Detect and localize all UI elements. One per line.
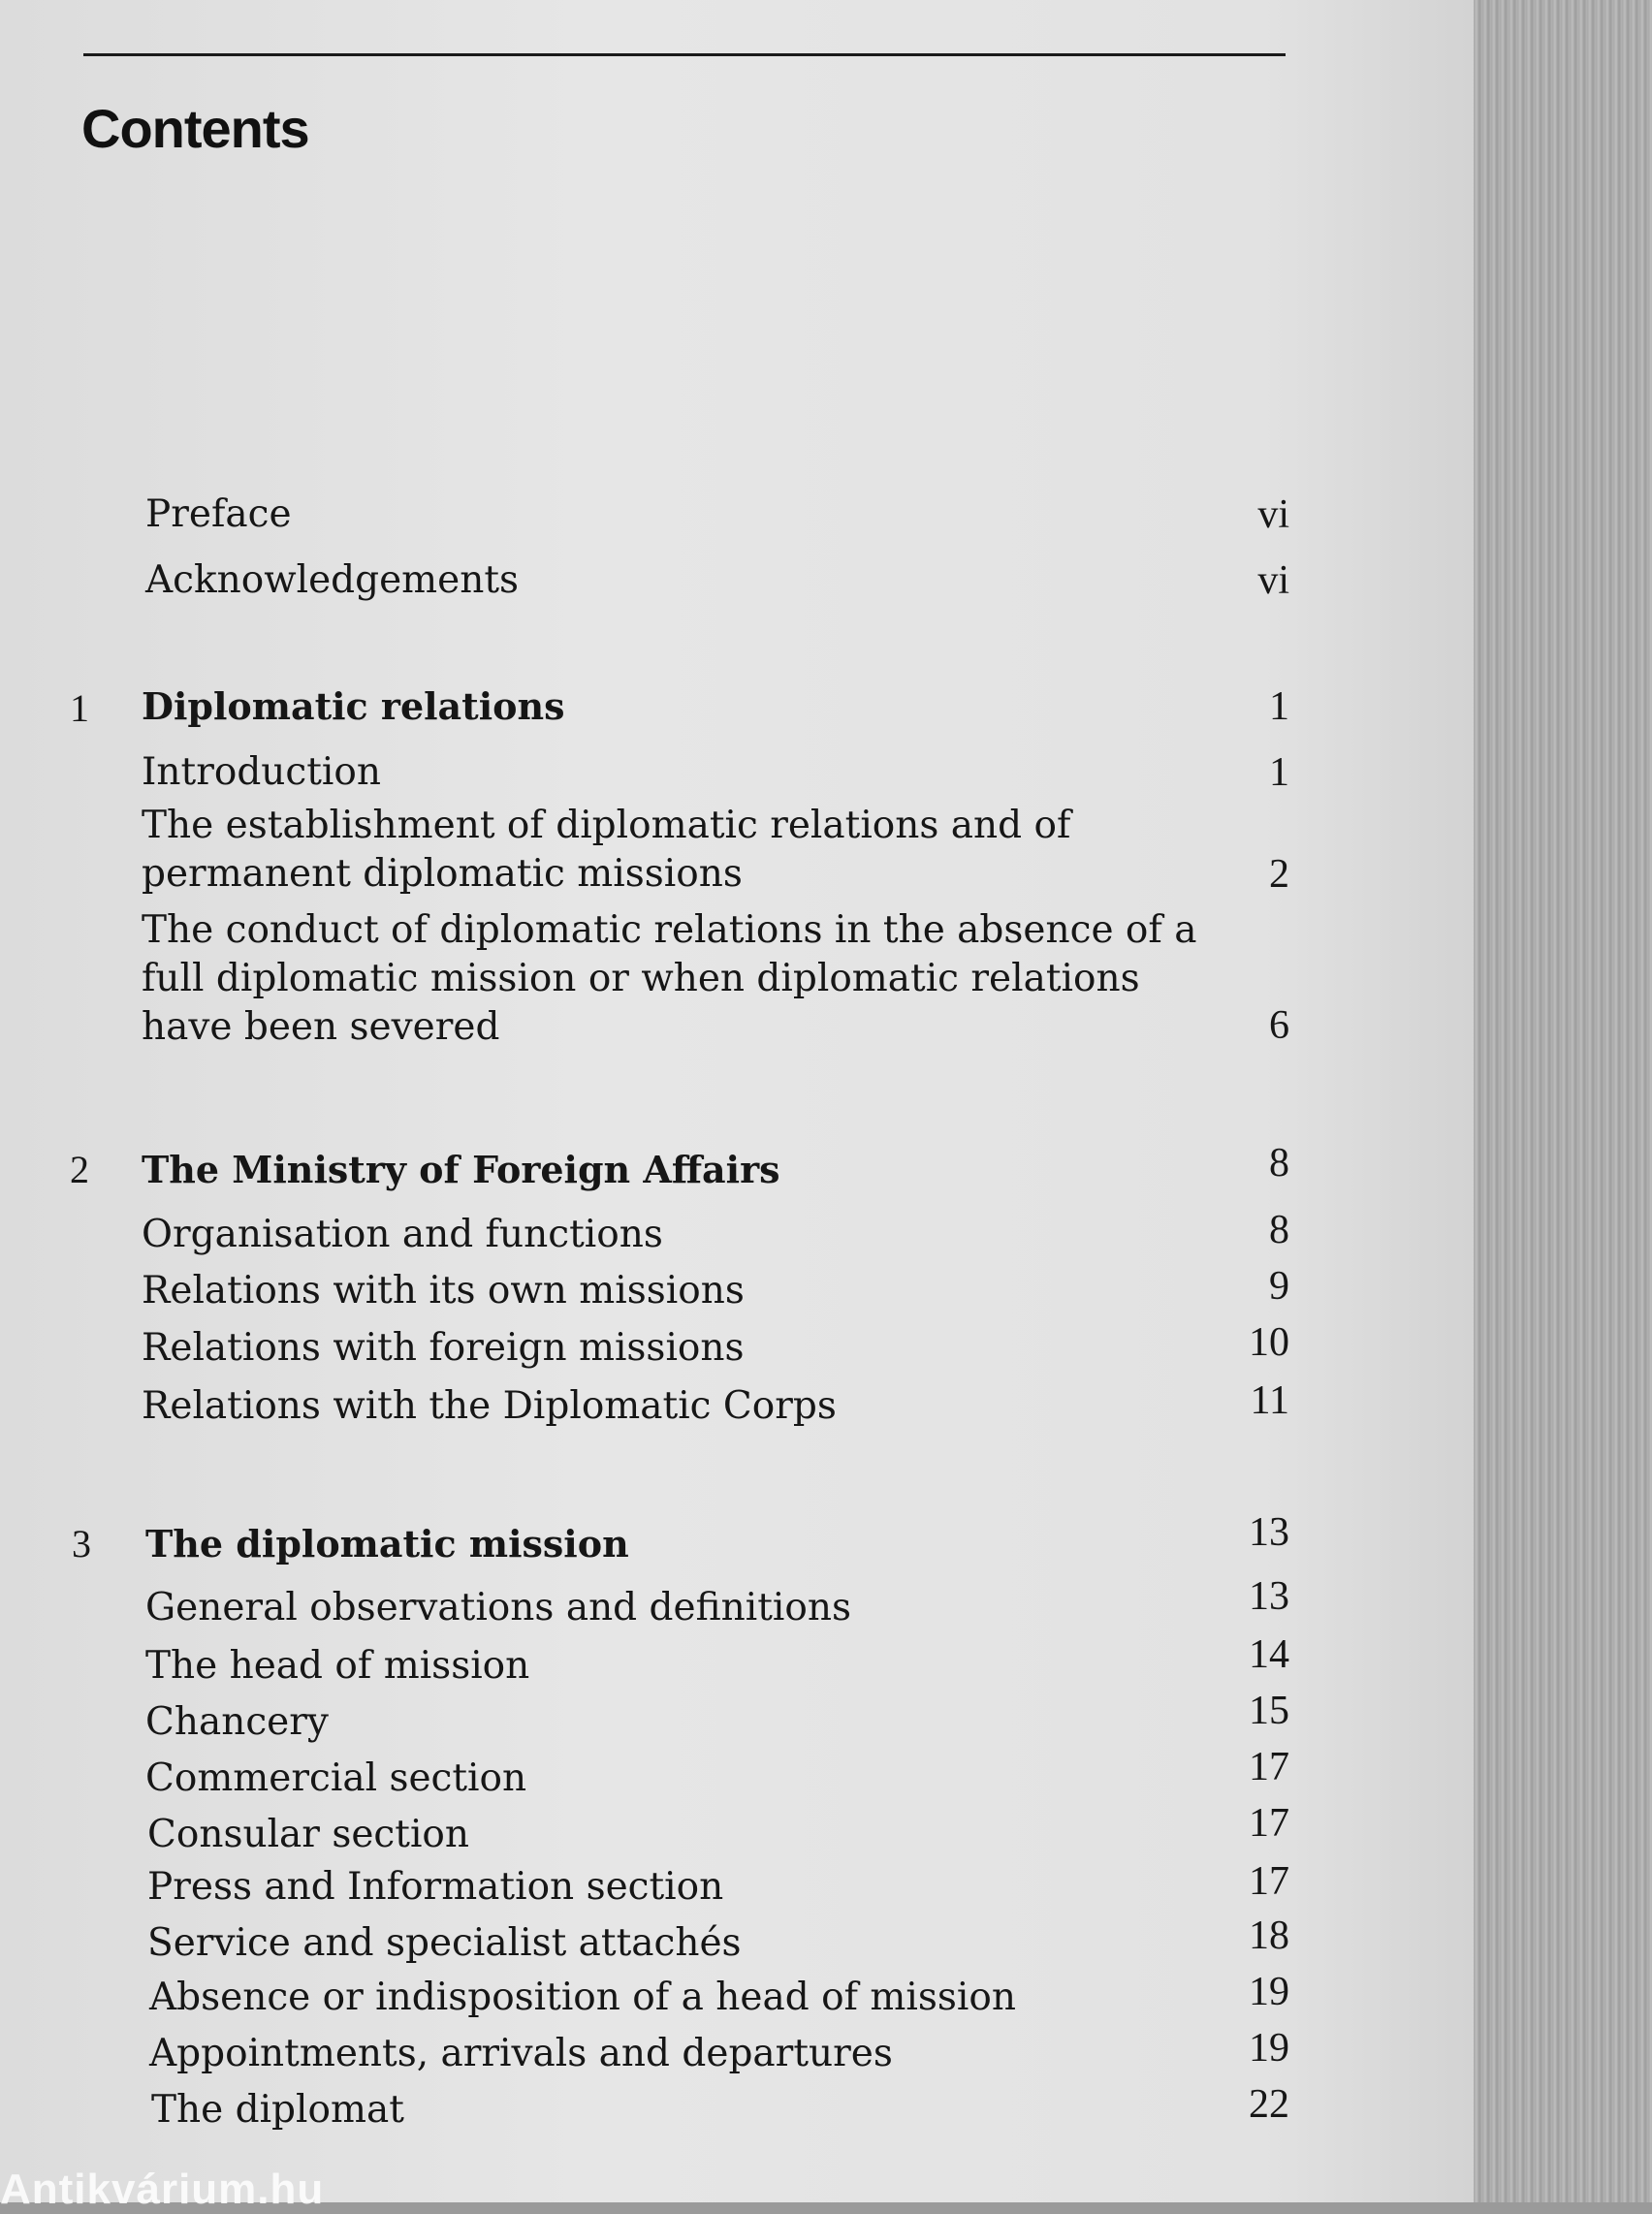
toc-entry: Commercial section <box>145 1756 527 1800</box>
chapter-title: The Ministry of Foreign Affairs <box>142 1148 780 1191</box>
toc-entry-preface: Preface <box>145 492 292 536</box>
toc-entry: Introduction <box>142 750 381 794</box>
toc-entry: The diplomat <box>151 2088 404 2132</box>
toc-entry: Relations with its own missions <box>142 1269 745 1313</box>
toc-entry-line: The conduct of diplomatic relations in the absence of a <box>142 908 1197 952</box>
watermark: Antikvárium.hu <box>0 2166 325 2213</box>
toc-page-preface: vi <box>1257 492 1289 537</box>
toc-page: 1 <box>1269 750 1289 795</box>
toc-entry: Appointments, arrivals and departures <box>149 2032 893 2075</box>
toc-page: 9 <box>1269 1264 1289 1309</box>
toc-page: 19 <box>1249 1970 1289 2014</box>
toc-page: 11 <box>1250 1378 1289 1423</box>
chapter-title: Diplomatic relations <box>142 684 565 728</box>
toc-page: 19 <box>1249 2026 1289 2071</box>
toc-page: 18 <box>1249 1914 1289 1958</box>
toc-entry: Relations with the Diplomatic Corps <box>142 1384 837 1428</box>
page-edges <box>1474 0 1652 2202</box>
toc-page-acknowledgements: vi <box>1257 558 1289 603</box>
toc-page: 17 <box>1249 1859 1289 1904</box>
toc-page: 22 <box>1249 2082 1289 2127</box>
page-title: Contents <box>81 98 309 159</box>
toc-entry-line: have been severed <box>142 1005 500 1049</box>
toc-page: 13 <box>1249 1574 1289 1619</box>
chapter-page: 8 <box>1269 1141 1289 1186</box>
toc-entry: Relations with foreign missions <box>142 1326 745 1370</box>
chapter-number: 3 <box>72 1522 91 1566</box>
toc-entry: General observations and definitions <box>145 1586 851 1629</box>
toc-entry: The head of mission <box>145 1644 530 1688</box>
toc-page: 2 <box>1269 852 1289 897</box>
toc-page: 15 <box>1249 1689 1289 1733</box>
chapter-page: 1 <box>1269 684 1289 729</box>
toc-page: 6 <box>1269 1003 1289 1048</box>
toc-page: 8 <box>1269 1208 1289 1252</box>
toc-page: 17 <box>1249 1801 1289 1846</box>
toc-page: 14 <box>1249 1632 1289 1677</box>
toc-page: 17 <box>1249 1745 1289 1789</box>
toc-entry: Consular section <box>147 1813 470 1856</box>
chapter-number: 2 <box>70 1148 89 1191</box>
toc-entry: Service and specialist attachés <box>147 1921 742 1965</box>
chapter-title: The diplomatic mission <box>145 1522 629 1566</box>
toc-entry: Chancery <box>145 1700 329 1744</box>
toc-page: 10 <box>1249 1320 1289 1365</box>
toc-entry: Absence or indisposition of a head of mission <box>149 1976 1016 2019</box>
toc-entry-line: full diplomatic mission or when diplomatic relations <box>142 957 1140 1000</box>
toc-entry: Organisation and functions <box>142 1213 663 1256</box>
chapter-number: 1 <box>70 686 89 730</box>
toc-entry: Press and Information section <box>147 1865 724 1909</box>
toc-entry-line: permanent diplomatic missions <box>142 852 743 896</box>
toc-entry-acknowledgements: Acknowledgements <box>145 558 520 602</box>
toc-entry-line: The establishment of diplomatic relations and of <box>142 804 1071 847</box>
chapter-page: 13 <box>1249 1510 1289 1555</box>
